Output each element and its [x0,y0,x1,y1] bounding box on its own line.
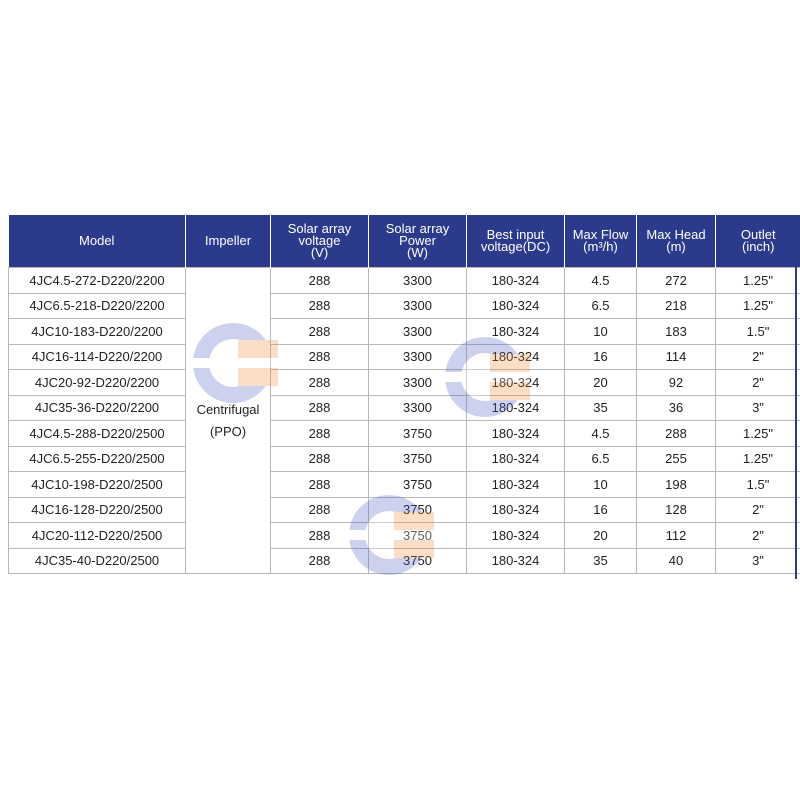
outlet-cell: 2" [716,497,800,523]
max-head-cell: 288 [637,421,716,447]
voltage-cell: 288 [271,548,369,574]
power-cell: 3750 [369,523,467,549]
input-voltage-cell: 180-324 [467,548,565,574]
column-header-line: Model [79,233,115,248]
max-flow-cell: 35 [565,395,637,421]
power-cell: 3300 [369,370,467,396]
column-header-line: voltage [298,233,341,248]
outlet-cell: 1.25" [716,446,800,472]
outlet-cell: 3" [716,548,800,574]
model-cell: 4JC6.5-218-D220/2200 [9,293,186,319]
max-flow-cell: 4.5 [565,421,637,447]
max-flow-cell: 6.5 [565,293,637,319]
max-head-cell: 114 [637,344,716,370]
impeller-cell [186,268,271,574]
column-header-line: Impeller [204,233,252,248]
power-cell: 3750 [369,472,467,498]
power-cell: 3750 [369,446,467,472]
column-header-line: (V) [310,245,329,260]
input-voltage-cell: 180-324 [467,370,565,396]
voltage-cell: 288 [271,497,369,523]
max-flow-cell: 16 [565,497,637,523]
max-head-cell: 112 [637,523,716,549]
model-cell: 4JC4.5-272-D220/2200 [9,268,186,294]
column-header [565,215,637,268]
max-head-cell: 183 [637,319,716,345]
table-row [9,523,800,549]
table-row [9,421,800,447]
column-header [637,215,716,268]
max-head-cell: 198 [637,472,716,498]
voltage-cell: 288 [271,319,369,345]
power-cell: 3300 [369,344,467,370]
column-header-line: Power [399,233,436,248]
power-cell: 3750 [369,497,467,523]
table-row [9,319,800,345]
outlet-cell: 3" [716,395,800,421]
voltage-cell: 288 [271,446,369,472]
table-row [9,395,800,421]
model-cell: 4JC6.5-255-D220/2500 [9,446,186,472]
column-header-line: (m) [666,239,686,254]
power-cell: 3300 [369,293,467,319]
table-row [9,446,800,472]
model-cell: 4JC35-36-D220/2200 [9,395,186,421]
model-cell: 4JC10-198-D220/2500 [9,472,186,498]
model-cell: 4JC20-92-D220/2200 [9,370,186,396]
voltage-cell: 288 [271,395,369,421]
voltage-cell: 288 [271,293,369,319]
input-voltage-cell: 180-324 [467,395,565,421]
voltage-cell: 288 [271,268,369,294]
model-cell: 4JC4.5-288-D220/2500 [9,421,186,447]
table-right-edge [795,215,797,579]
max-flow-cell: 35 [565,548,637,574]
column-header-line: Solar array [287,221,352,236]
voltage-cell: 288 [271,523,369,549]
table-row [9,344,800,370]
max-head-cell: 92 [637,370,716,396]
table-header [9,215,800,268]
input-voltage-cell: 180-324 [467,319,565,345]
input-voltage-cell: 180-324 [467,268,565,294]
power-cell: 3750 [369,421,467,447]
column-header-line: (m³/h) [583,239,618,254]
table-row [9,370,800,396]
outlet-cell: 1.5" [716,319,800,345]
column-header-line: (inch) [741,239,775,254]
model-cell: 4JC20-112-D220/2500 [9,523,186,549]
input-voltage-cell: 180-324 [467,472,565,498]
table-row [9,293,800,319]
outlet-cell: 1.25" [716,293,800,319]
max-flow-cell: 10 [565,472,637,498]
outlet-cell: 1.5" [716,472,800,498]
outlet-cell: 1.25" [716,268,800,294]
max-flow-cell: 20 [565,370,637,396]
max-flow-cell: 10 [565,319,637,345]
outlet-cell: 1.25" [716,421,800,447]
spec-table-container [8,215,800,574]
model-cell: 4JC10-183-D220/2200 [9,319,186,345]
input-voltage-cell: 180-324 [467,446,565,472]
outlet-cell: 2" [716,344,800,370]
max-head-cell: 218 [637,293,716,319]
max-flow-cell: 20 [565,523,637,549]
column-header-line: Best input [486,227,545,242]
max-head-cell: 255 [637,446,716,472]
table-row [9,268,800,294]
input-voltage-cell: 180-324 [467,421,565,447]
table-body [9,268,800,574]
power-cell: 3300 [369,395,467,421]
voltage-cell: 288 [271,472,369,498]
voltage-cell: 288 [271,421,369,447]
column-header [186,215,271,268]
input-voltage-cell: 180-324 [467,497,565,523]
column-header [716,215,800,268]
column-header [467,215,565,268]
pump-spec-table [8,215,800,574]
table-row [9,497,800,523]
max-head-cell: 36 [637,395,716,421]
input-voltage-cell: 180-324 [467,293,565,319]
max-flow-cell: 6.5 [565,446,637,472]
model-cell: 4JC16-114-D220/2200 [9,344,186,370]
column-header [271,215,369,268]
power-cell: 3300 [369,319,467,345]
column-header-line: Outlet [740,227,776,242]
header-row [9,215,800,268]
column-header-line: (W) [407,245,428,260]
model-cell: 4JC16-128-D220/2500 [9,497,186,523]
voltage-cell: 288 [271,344,369,370]
table-row [9,472,800,498]
voltage-cell: 288 [271,370,369,396]
column-header [369,215,467,268]
max-flow-cell: 4.5 [565,268,637,294]
max-flow-cell: 16 [565,344,637,370]
column-header-line: Max Head [646,227,706,242]
power-cell: 3300 [369,268,467,294]
outlet-cell: 2" [716,370,800,396]
max-head-cell: 40 [637,548,716,574]
input-voltage-cell: 180-324 [467,523,565,549]
input-voltage-cell: 180-324 [467,344,565,370]
power-cell: 3750 [369,548,467,574]
max-head-cell: 272 [637,268,716,294]
column-header-line: voltage(DC) [480,239,551,254]
max-head-cell: 128 [637,497,716,523]
column-header-line: Max Flow [572,227,629,242]
column-header [9,215,186,268]
model-cell: 4JC35-40-D220/2500 [9,548,186,574]
impeller-type: Centrifugal [196,401,260,417]
table-row [9,548,800,574]
outlet-cell: 2" [716,523,800,549]
impeller-material: (PPO) [209,423,247,439]
column-header-line: Solar array [385,221,450,236]
